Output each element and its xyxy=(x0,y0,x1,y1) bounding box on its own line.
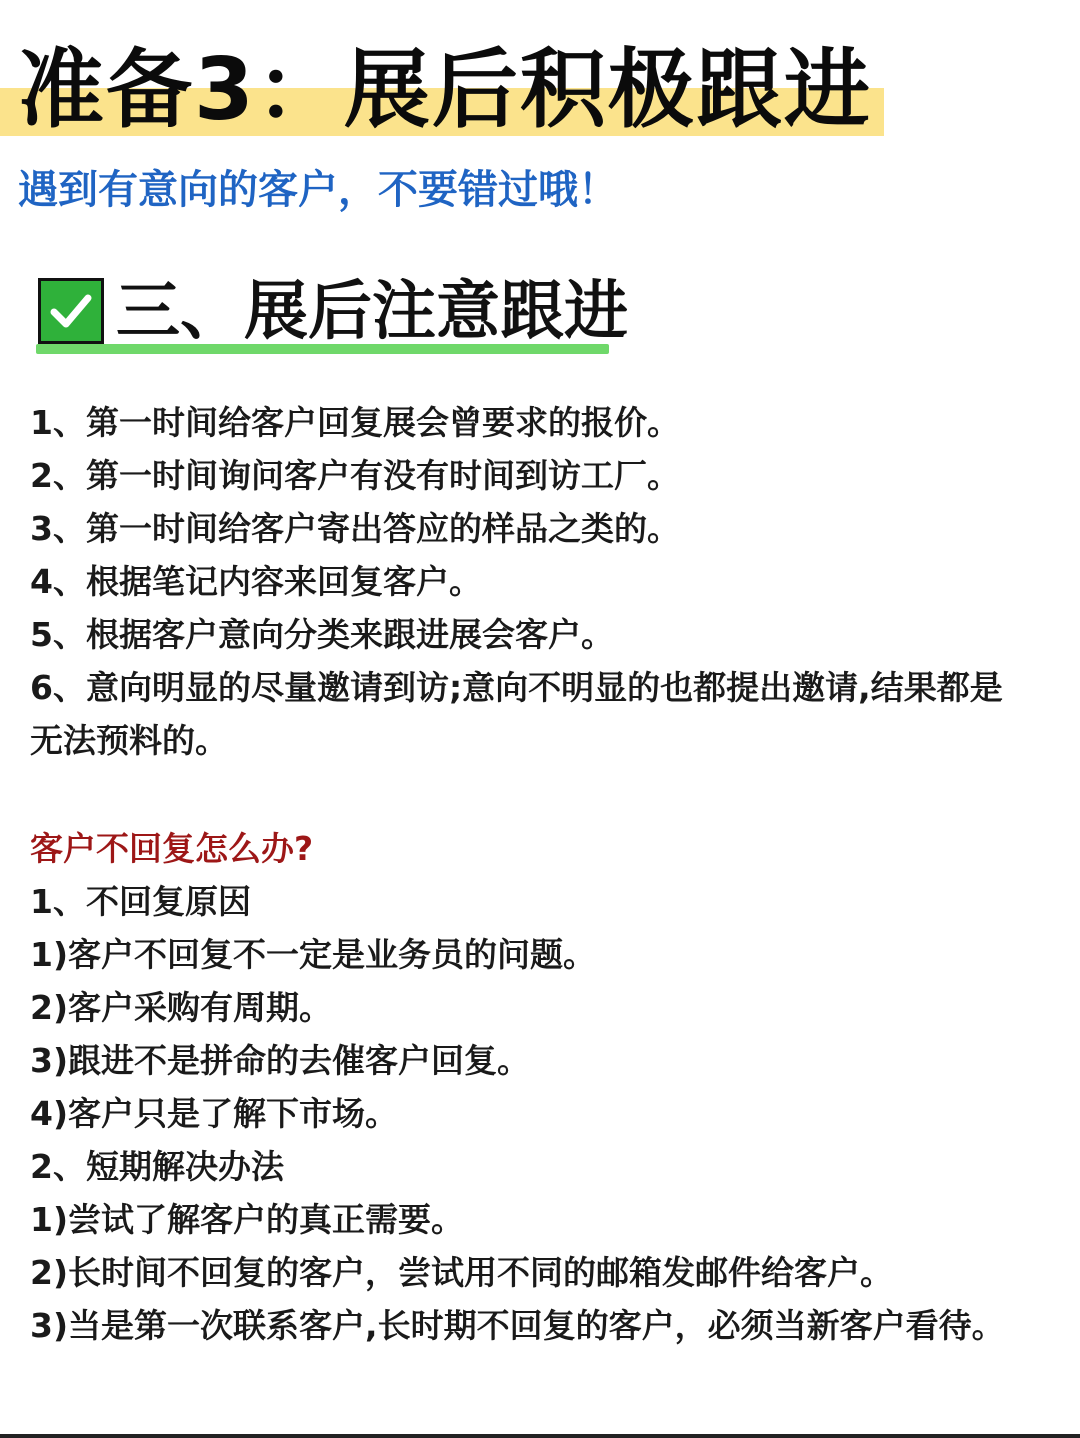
section-heading xyxy=(36,268,628,364)
list-item: 6、意向明显的尽量邀请到访;意向不明显的也都提出邀请,结果都是无法预料的。 xyxy=(30,668,1003,760)
list-item: 2)长时间不回复的客户，尝试用不同的邮箱发邮件给客户。 xyxy=(30,1253,894,1292)
list-item: 1)客户不回复不一定是业务员的问题。 xyxy=(30,935,597,974)
title-block xyxy=(0,38,900,148)
faq-block xyxy=(30,822,1030,1352)
list-item: 1)尝试了解客户的真正需要。 xyxy=(30,1200,465,1239)
list-item: 3、第一时间给客户寄出答应的样品之类的。 xyxy=(30,509,680,548)
faq-subheading: 1、不回复原因 xyxy=(30,882,251,921)
list-item: 5、根据客户意向分类来跟进展会客户。 xyxy=(30,615,614,654)
faq-subheading: 2、短期解决办法 xyxy=(30,1147,284,1186)
tips-list xyxy=(30,396,1030,767)
list-item: 3)当是第一次联系客户,长时期不回复的客户，必须当新客户看待。 xyxy=(30,1306,1005,1345)
list-item: 2、第一时间询问客户有没有时间到访工厂。 xyxy=(30,456,680,495)
list-item: 4、根据笔记内容来回复客户。 xyxy=(30,562,482,601)
section-title: 三、展后注意跟进 xyxy=(116,275,628,349)
faq-question: 客户不回复怎么办? xyxy=(30,829,314,868)
bottom-rule xyxy=(0,1434,1080,1438)
list-item: 1、第一时间给客户回复展会曾要求的报价。 xyxy=(30,403,680,442)
check-mark-icon xyxy=(38,278,104,344)
page-subtitle: 遇到有意向的客户，不要错过哦！ xyxy=(18,167,618,213)
list-item: 2)客户采购有周期。 xyxy=(30,988,333,1027)
list-item: 3)跟进不是拼命的去催客户回复。 xyxy=(30,1041,531,1080)
page-title: 准备3：展后积极跟进 xyxy=(18,40,872,140)
list-item: 4)客户只是了解下市场。 xyxy=(30,1094,399,1133)
